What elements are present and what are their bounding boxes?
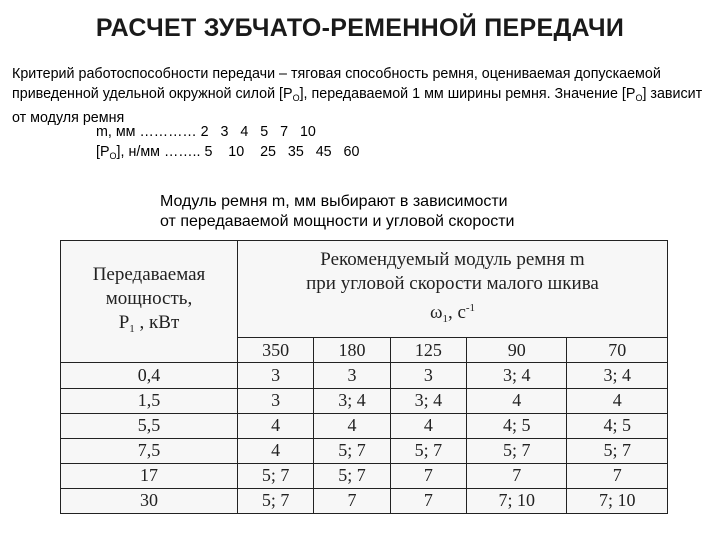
table-row	[61, 363, 668, 388]
speed-cell: 90	[467, 338, 567, 363]
module-cell: 4; 5	[467, 413, 567, 438]
module-force-list	[96, 122, 359, 166]
power-unit: , кВт	[134, 311, 180, 333]
power-header-line-3	[61, 311, 237, 341]
module-cell: 7	[390, 463, 466, 488]
module-header-line-3	[238, 296, 667, 331]
power-header-line-1: Передаваемая	[92, 263, 206, 285]
table-row	[61, 388, 668, 413]
module-cell: 3; 4	[314, 388, 390, 413]
module-cell: 7	[390, 488, 466, 513]
speed-cell: 350	[238, 338, 314, 363]
module-cell: 7; 10	[467, 488, 567, 513]
module-cell: 5; 7	[314, 438, 390, 463]
module-cell: 4	[567, 388, 668, 413]
module-cell: 3; 4	[567, 363, 668, 388]
module-cell: 4	[238, 438, 314, 463]
module-cell: 5; 7	[567, 438, 668, 463]
force-row-subscript: O	[109, 151, 117, 161]
power-cell: 5,5	[61, 413, 238, 438]
omega-symbol: ω	[429, 301, 443, 323]
module-header-line-1: Рекомендуемый модуль ремня m	[320, 248, 585, 270]
module-cell: 5; 7	[314, 463, 390, 488]
paragraph-subscript-1: O	[292, 93, 300, 103]
power-header-line-2: мощность,	[105, 287, 193, 309]
module-cell: 7; 10	[567, 488, 668, 513]
table-header-row	[61, 241, 668, 338]
paragraph-text-3: ] зависит от модуля ремня	[12, 86, 703, 126]
speed-cell: 180	[314, 338, 390, 363]
table-row	[61, 413, 668, 438]
power-symbol: P	[118, 311, 130, 333]
force-row	[96, 142, 359, 166]
power-cell: 17	[61, 463, 238, 488]
module-cell: 4	[238, 413, 314, 438]
module-cell: 5; 7	[390, 438, 466, 463]
note-line-2: от передаваемой мощности и угловой скорости	[160, 213, 515, 230]
power-cell: 7,5	[61, 438, 238, 463]
table-row	[61, 463, 668, 488]
module-cell: 4	[390, 413, 466, 438]
module-header-line-2: при угловой скорости малого шкива	[306, 272, 599, 294]
module-cell: 3	[238, 388, 314, 413]
table-row	[61, 488, 668, 513]
module-row: m, мм ………… 2 3 4 5 7 10	[96, 124, 316, 140]
module-cell: 5; 7	[238, 488, 314, 513]
page-title: РАСЧЕТ ЗУБЧАТО-РЕМЕННОЙ ПЕРЕДАЧИ	[95, 14, 625, 42]
module-cell: 3; 4	[467, 363, 567, 388]
module-cell: 7	[314, 488, 390, 513]
power-cell: 1,5	[61, 388, 238, 413]
force-row-prefix: [P	[96, 144, 110, 160]
power-cell: 0,4	[61, 363, 238, 388]
module-cell: 7	[467, 463, 567, 488]
module-cell: 4	[314, 413, 390, 438]
module-cell: 3; 4	[390, 388, 466, 413]
module-selection-table	[60, 240, 668, 514]
module-cell: 4; 5	[567, 413, 668, 438]
module-selection-table-image	[60, 240, 668, 514]
power-header-cell	[61, 241, 238, 363]
speed-cell: 125	[390, 338, 466, 363]
module-cell: 5; 7	[238, 463, 314, 488]
paragraph-text-2: ], передаваемой 1 мм ширины ремня. Значение [P	[299, 86, 636, 102]
note-line-1: Модуль ремня m, мм выбирают в зависимости	[160, 193, 508, 210]
criterion-paragraph	[12, 64, 712, 128]
module-header-cell	[238, 241, 668, 338]
speed-cell: 70	[567, 338, 668, 363]
module-cell: 3	[314, 363, 390, 388]
omega-unit-exponent: -1	[465, 301, 476, 314]
module-cell: 5; 7	[467, 438, 567, 463]
paragraph-text-1: Критерий работоспособности передачи – тяговая способность ремня, оцениваемая допускаемой приведенной удельной окружной силой [P	[12, 66, 661, 102]
module-cell: 3	[390, 363, 466, 388]
table-row	[61, 438, 668, 463]
module-cell: 3	[238, 363, 314, 388]
module-cell: 7	[567, 463, 668, 488]
omega-unit: , с	[447, 301, 466, 323]
force-row-values: ], н/мм …….. 5 10 25 35 45 60	[116, 144, 360, 160]
power-symbol-subscript: 1	[129, 322, 135, 335]
power-cell: 30	[61, 488, 238, 513]
omega-subscript: 1	[442, 312, 448, 325]
paragraph-subscript-2: O	[635, 93, 643, 103]
selection-note	[160, 192, 680, 232]
module-cell: 4	[467, 388, 567, 413]
